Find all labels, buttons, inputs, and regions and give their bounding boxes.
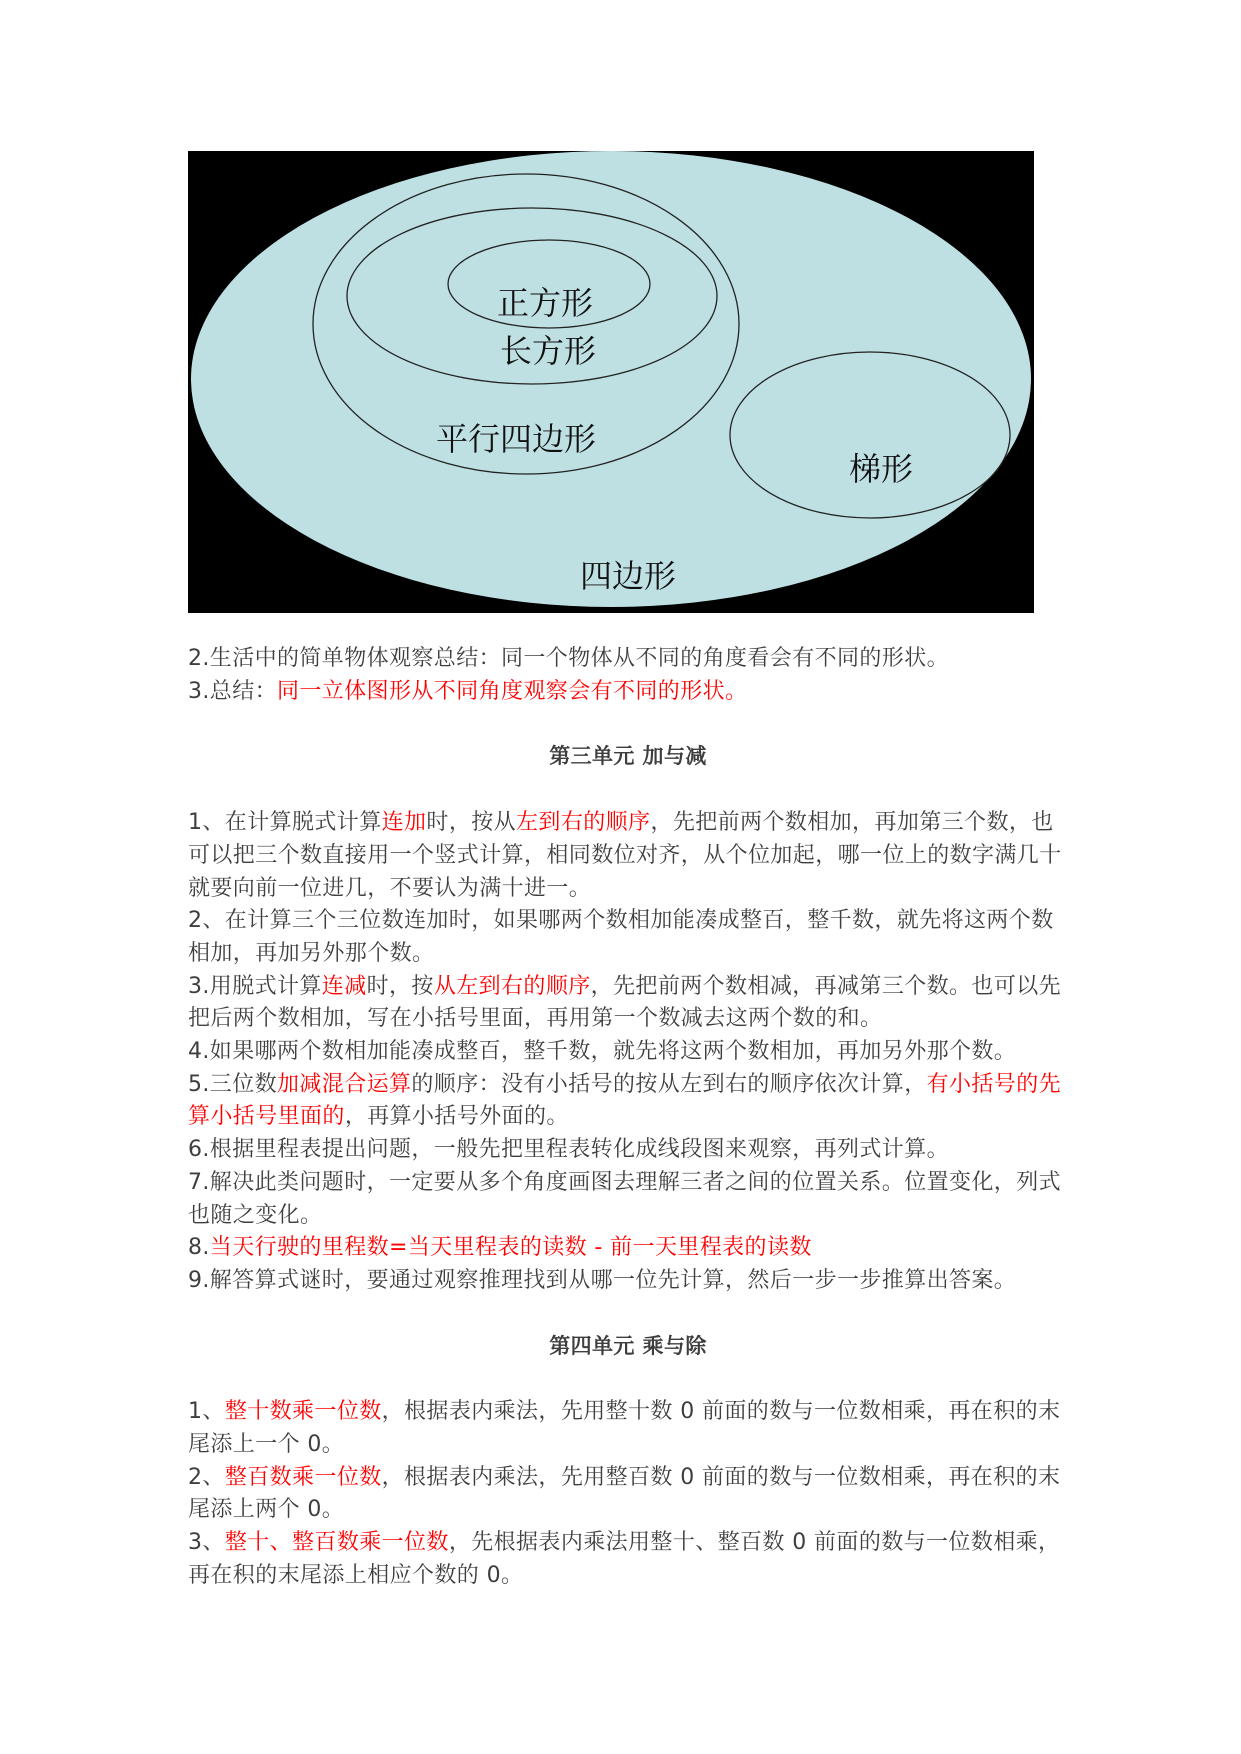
list-item (188, 1167, 1068, 1232)
text-segment: 时，按从 (426, 810, 517, 836)
text-segment: 9.解答算式谜时，要通过观察推理找到从哪一位先计算，然后一步一步推算出答案。 (188, 1267, 1017, 1293)
list-item (188, 971, 1068, 1036)
list-item (188, 1134, 1068, 1167)
list-item (188, 643, 1068, 676)
list-item (188, 905, 1068, 970)
label-square: 正方形 (496, 284, 594, 322)
unit3-list (188, 807, 1068, 1298)
highlighted-text: 从左到右的顺序 (433, 973, 591, 999)
text-segment: 5.三位数 (188, 1071, 277, 1097)
text-segment: 的顺序：没有小括号的按从左到右的顺序依次计算， (411, 1071, 927, 1097)
text-segment: 1、在计算脱式计算 (188, 810, 382, 836)
highlighted-text: 整百数乘一位数 (224, 1464, 382, 1490)
label-parallelogram: 平行四边形 (435, 420, 597, 458)
text-segment: 时，按 (366, 973, 434, 999)
text-segment: 6.根据里程表提出问题，一般先把里程表转化成线段图来观察，再列式计算。 (188, 1137, 949, 1163)
text-segment: 3、 (188, 1530, 225, 1556)
list-item (188, 1396, 1068, 1461)
text-segment: 3.总结： (188, 678, 277, 704)
label-quadrilateral: 四边形 (579, 557, 677, 595)
highlighted-text: 整十数乘一位数 (224, 1399, 382, 1425)
unit4-list (188, 1396, 1068, 1592)
list-item (188, 676, 1068, 709)
quadrilateral-region (191, 151, 1031, 607)
unit3-heading: 第三单元 加与减 (549, 744, 707, 769)
unit4-heading: 第四单元 乘与除 (549, 1333, 707, 1358)
text-segment: 4.如果哪两个数相加能凑成整百，整千数，就先将这两个数相加，再加另外那个数。 (188, 1039, 1017, 1065)
list-item (188, 807, 1068, 905)
text-segment: 2、在计算三个三位数连加时，如果哪两个数相加能凑成整百，整千数，就先将这两个数相加，再加另外那个数。 (188, 908, 1054, 966)
text-segment: 7.解决此类问题时，一定要从多个角度画图去理解三者之间的位置关系。位置变化，列式也随之变化。 (188, 1169, 1061, 1228)
text-segment: ，根据表内乘法，先用整百数 0 前面的数与一位数相乘，再在积的末尾添上两个 0。 (188, 1464, 1061, 1523)
text-segment: 1、 (188, 1399, 225, 1425)
list-item (188, 1069, 1068, 1134)
highlighted-text: 同一立体图形从不同角度观察会有不同的形状。 (277, 678, 748, 704)
list-item (188, 1232, 1068, 1265)
list-item (188, 1527, 1068, 1592)
unit2-summary (188, 643, 1068, 708)
list-item (188, 1462, 1068, 1527)
highlighted-text: 有小括号的先算小括号里面的 (188, 1071, 1062, 1130)
text-segment: ，先根据表内乘法用整十、整百数 0 前面的数与一位数相乘，再在积的末尾添上相应个数的 0。 (188, 1530, 1061, 1588)
highlighted-text: 连减 (321, 973, 367, 999)
label-trapezoid: 梯形 (848, 450, 914, 488)
text-segment: ，根据表内乘法，先用整十数 0 前面的数与一位数相乘，再在积的末尾添上一个 0。 (188, 1399, 1061, 1458)
text-segment: ，先把前两个数相减，再减第三个数。也可以先把后两个数相加，写在小括号里面，再用第一个数减去这两个数的和。 (188, 973, 1062, 1032)
list-item (188, 1265, 1068, 1298)
article-content (188, 643, 1068, 1593)
list-item (188, 1036, 1068, 1069)
label-rectangle: 长方形 (499, 332, 597, 370)
quadrilateral-venn-diagram (188, 151, 1034, 613)
highlighted-text: 连加 (381, 810, 427, 836)
highlighted-text: 当天行驶的里程数=当天里程表的读数 - 前一天里程表的读数 (209, 1235, 812, 1261)
highlighted-text: 左到右的顺序 (516, 810, 651, 836)
text-segment: 2、 (188, 1464, 225, 1490)
text-segment: 8. (188, 1235, 210, 1261)
text-segment: 3.用脱式计算 (188, 973, 322, 999)
text-segment: ，再算小括号外面的。 (344, 1104, 569, 1130)
highlighted-text: 整十、整百数乘一位数 (224, 1530, 449, 1556)
text-segment: 2.生活中的简单物体观察总结：同一个物体从不同的角度看会有不同的形状。 (188, 646, 949, 671)
text-segment: ，先把前两个数相加，再加第三个数，也可以把三个数直接用一个竖式计算，相同数位对齐，从个位加起，哪一位上的数字满几十就要向前一位进几，不要认为满十进一。 (188, 810, 1062, 901)
highlighted-text: 加减混合运算 (277, 1071, 412, 1097)
